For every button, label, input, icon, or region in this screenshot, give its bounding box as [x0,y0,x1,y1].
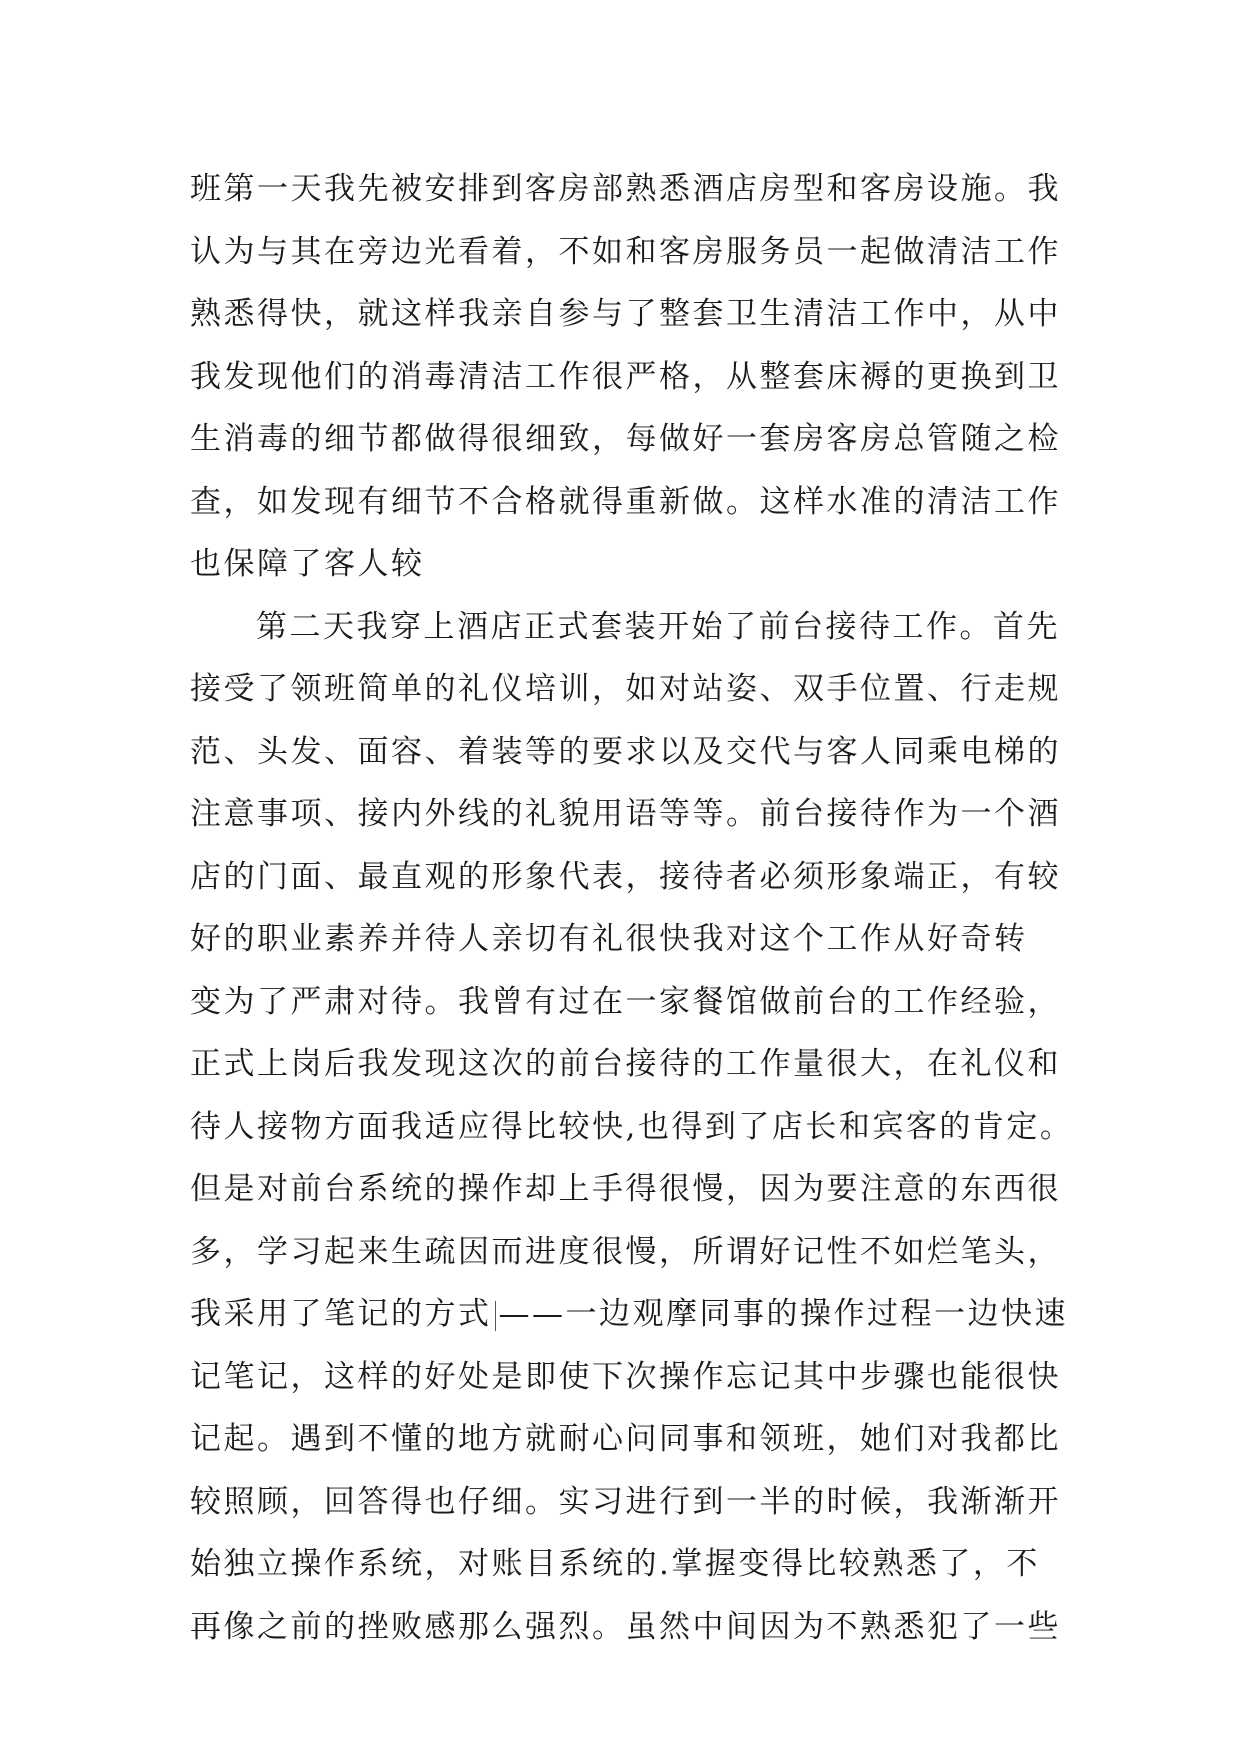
text-line: 接受了领班简单的礼仪培训，如对站姿、双手位置、行走规 [190,671,1061,707]
text-line: 较照顾，回答得也仔细。实习进行到一半的时候，我渐渐开 [190,1483,1061,1520]
text-line: 注意事项、接内外线的礼貌用语等等。前台接待作为一个酒 [190,796,1061,832]
text-line: 也保障了客人较 [190,546,425,582]
text-line: 班第一天我先被安排到客房部熟悉酒店房型和客房设施。我 [190,171,1061,207]
text-line: 再像之前的挫败感那么强烈。虽然中间因为不熟悉犯了一些 [190,1608,1061,1645]
text-line: 认为与其在旁边光看着，不如和客房服务员一起做清洁工作 [190,233,1061,270]
text-line: 查，如发现有细节不合格就得重新做。这样水准的清洁工作 [190,483,1061,520]
text-line: 我发现他们的消毒清洁工作很严格，从整套床褥的更换到卫 [190,358,1061,395]
text-line: 熟悉得快，就这样我亲自参与了整套卫生清洁工作中，从中 [190,296,1061,332]
text-line: 第二天我穿上酒店正式套装开始了前台接待工作。首先 [256,608,1060,645]
text-line: 但是对前台系统的操作却上手得很慢，因为要注意的东西很 [190,1171,1061,1207]
text-line: 始独立操作系统，对账目系统的.掌握变得比较熟悉了，不 [190,1546,1040,1582]
text-cursor[interactable] [495,1301,496,1331]
text-line: 变为了严肃对待。我曾有过在一家餐馆做前台的工作经验， [190,983,1061,1020]
text-line: 记笔记，这样的好处是即使下次操作忘记其中步骤也能很快 [190,1358,1061,1395]
text-line: 多，学习起来生疏因而进度很慢，所谓好记性不如烂笔头， [190,1233,1061,1270]
text-line: 店的门面、最直观的形象代表，接待者必须形象端正，有较 [190,858,1061,895]
text-line: 待人接物方面我适应得比较快,也得到了店长和宾客的肯定。 [190,1108,1074,1145]
text-line: 正式上岗后我发现这次的前台接待的工作量很大，在礼仪和 [190,1046,1061,1082]
text-line: 好的职业素养并待人亲切有礼很快我对这个工作从好奇转 [190,921,1028,957]
text-segment: 我采用了笔记的方式 [190,1296,492,1332]
document-body [190,158,1074,1658]
text-segment: ——一边观摩同事的操作过程一边快速 [498,1296,1068,1332]
text-line: 范、头发、面容、着装等的要求以及交代与客人同乘电梯的 [190,733,1061,770]
text-line: 生消毒的细节都做得很细致，每做好一套房客房总管随之检 [190,421,1061,457]
text-line: 记起。遇到不懂的地方就耐心问同事和领班，她们对我都比 [190,1421,1061,1457]
text-line-with-cursor [190,1283,1068,1346]
